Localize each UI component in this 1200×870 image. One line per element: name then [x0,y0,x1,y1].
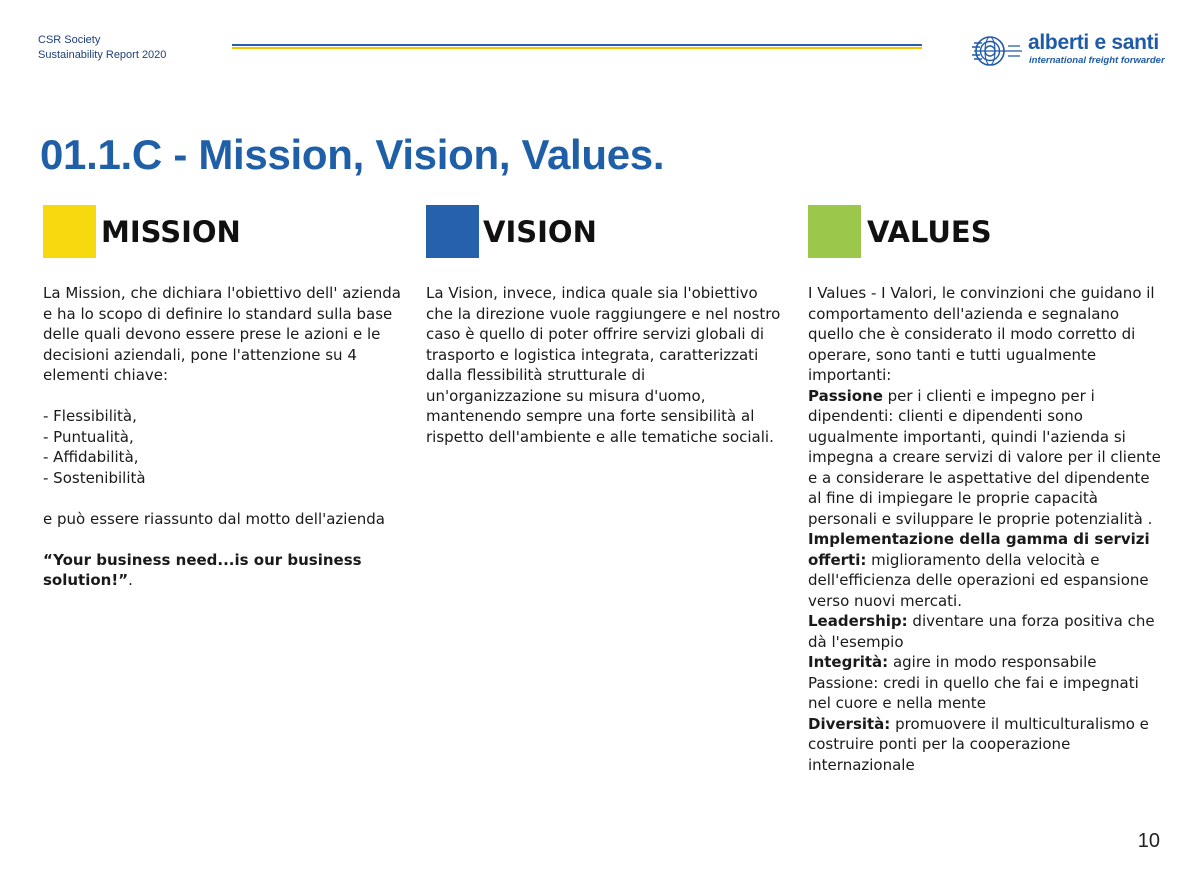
values-column [808,205,1170,774]
mission-body [43,283,403,591]
mission-intro: La Mission, che dichiara l'obiettivo dell' azienda e ha lo scopo di definire lo standard sulla base delle quali devono essere prese le azioni e le decisioni aziendali, pone l'attenzione su 4 elementi chiave: [43,284,401,384]
report-header [38,33,166,63]
values-entry [808,529,1166,611]
values-entry [808,386,1166,530]
value-desc: promuovere il multiculturalismo e costruire ponti per la cooperazione internazionale [808,714,1149,774]
value-term: Passione [808,386,883,405]
mission-item: - Sostenibilità [43,468,146,487]
values-heading-row [808,205,1170,259]
values-color-square [808,205,861,258]
vision-body [426,283,781,447]
header-society: CSR Society [38,34,101,46]
vision-heading-row [426,205,788,259]
values-entry [808,714,1166,776]
mission-column [43,205,405,589]
value-term: Integrità: [808,653,889,671]
values-body [808,283,1166,775]
header-divider [232,44,922,49]
globe-logo-icon [972,35,1024,67]
vision-column [426,205,788,446]
page-number: 10 [1137,830,1160,852]
mission-motto-end: . [128,571,133,589]
mission-color-square [43,205,96,258]
value-term: Implementazione della gamma di servizi offerti: [808,530,1150,569]
values-heading: VALUES [867,215,992,249]
value-term: Diversità: [808,714,891,733]
value-desc: diventare una forza positiva che dà l'esempio [808,612,1155,651]
mission-outro: e può essere riassunto dal motto dell'azienda [43,509,385,528]
value-term: Leadership: [808,612,908,630]
mission-heading: MISSION [101,215,241,249]
logo-tagline: international freight forwarder [1029,55,1165,66]
page-title: 01.1.C - Mission, Vision, Values. [40,131,665,178]
mission-heading-row [43,205,405,259]
mission-item: - Puntualità, [43,427,134,446]
value-desc: agire in modo responsabile [888,653,1097,671]
value-desc: miglioramento della velocità e dell'efficienza delle operazioni ed espansione verso nuovi mercati. [808,550,1149,610]
values-entry [808,652,1166,673]
company-logo [972,33,1172,69]
values-plain-line: Passione: credi in quello che fai e impegnati nel cuore e nella mente [808,673,1139,712]
logo-wordmark: alberti e santi [1028,31,1159,54]
mission-motto-paragraph [43,550,403,591]
mission-item: - Affidabilità, [43,448,139,466]
header-report-title: Sustainability Report 2020 [38,49,167,61]
vision-color-square [426,205,479,258]
vision-heading: VISION [483,215,597,249]
mission-item: - Flessibilità, [43,407,137,425]
value-desc: per i clienti e impegno per i dipendenti: clienti e dipendenti sono ugualmente importanti, quindi l'azienda si impegna a creare servizi di valore per il cliente e a considerare le aspettative del dipendente al fine di impiegare le proprie capacità personali e sviluppare le proprie potenzialità . [808,386,1161,528]
vision-text: La Vision, invece, indica quale sia l'obiettivo che la direzione vuole raggiungere e nel nostro caso è quello di poter offrire servizi globali di trasporto e logistica integrata, caratterizzati dalla flessibilità strutturale di un'organizzazione su misura d'uomo, mantenendo sempre una forte sensibilità al rispetto dell'ambiente e alle tematiche sociali. [426,284,781,446]
values-intro: I Values - I Valori, le convinzioni che guidano il comportamento dell'azienda e segnalano quello che è considerato il modo corretto di operare, sono tanti e tutti ugualmente importanti: [808,284,1155,384]
mission-motto: “Your business need...is our business solution!” [43,550,362,589]
values-entry [808,611,1166,652]
